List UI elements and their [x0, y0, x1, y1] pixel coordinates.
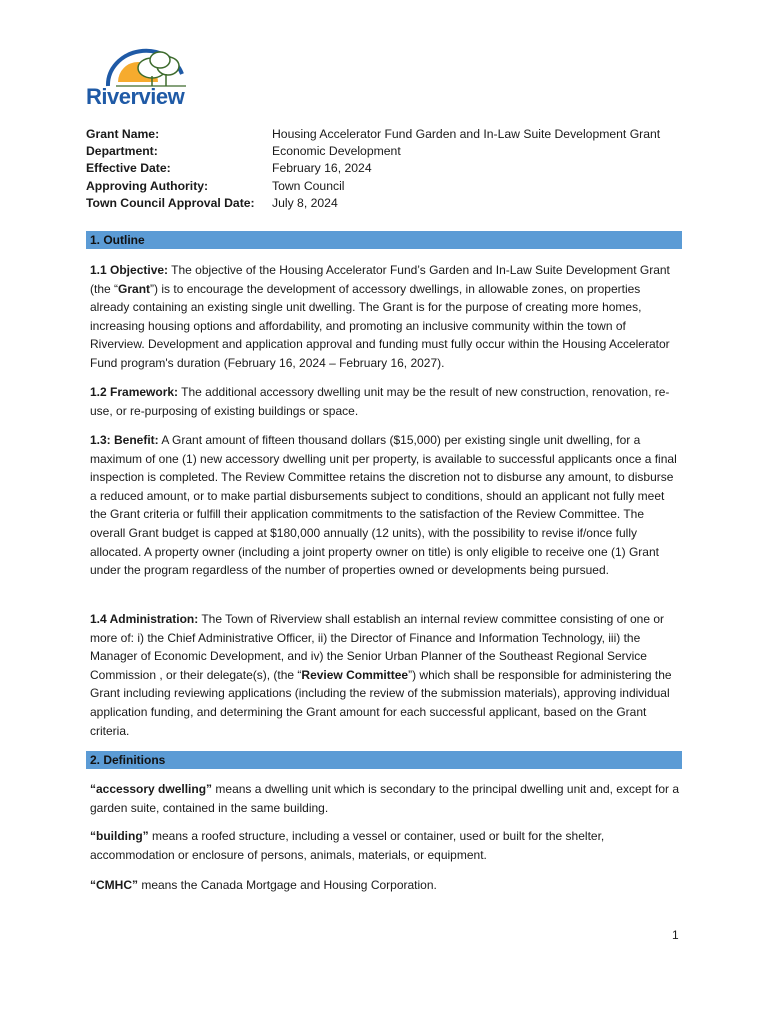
page-number: 1: [672, 928, 679, 942]
paragraph-benefit: [90, 431, 680, 580]
paragraph-text: A Grant amount of fifteen thousand dollars ($15,000) per existing single unit dwelling, for a maximum of one (1) new accessory dwelling unit per property, is available to successful applicants once a final inspection is completed. The Review Committee retains the discretion not to disburse any amount, to disburse a reduced amount, or to make partial disbursements subject to conditions, should an applicant not fully meet the Grant criteria or fulfill their application commitments to the satisfaction of the Review Committee. The overall Grant budget is capped at $180,000 annually (12 units), with the possibility to revise if/once fully allocated. A property owner (including a joint property owner on title) is only eligible to receive one (1) Grant under the program regardless of the number of properties owned or developments being pursued.: [90, 433, 677, 578]
paragraph-heading: 1.3: Benefit:: [90, 433, 159, 447]
meta-label: Approving Authority:: [86, 178, 209, 193]
section-heading-outline: 1. Outline: [86, 231, 682, 249]
definition-cmhc: [90, 876, 680, 895]
meta-label: Effective Date:: [86, 161, 171, 176]
definition-accessory-dwelling: [90, 780, 680, 817]
riverview-logo: [86, 46, 194, 112]
definition-text: means a dwelling unit which is secondary to the principal dwelling unit and, except for a garden suite, contained in the same building.: [90, 782, 679, 815]
meta-row-approval-date: [86, 195, 686, 212]
definition-building: [90, 827, 680, 864]
meta-label: Grant Name:: [86, 127, 160, 141]
meta-row-effective-date: [86, 160, 686, 177]
definition-text: means a roofed structure, including a vessel or container, used or built for the shelter, accommodation or enclosure of persons, animals, materials, or equipment.: [90, 829, 605, 862]
paragraph-text: The objective of the Housing Accelerator Fund’s Garden and In-Law Suite Development Grant (the “: [90, 263, 670, 296]
defined-term: Grant: [118, 281, 151, 296]
paragraph-administration: [90, 610, 680, 740]
meta-row-department: [86, 143, 686, 160]
definition-term: “building”: [90, 829, 149, 843]
defined-term: Review Committee: [301, 667, 409, 682]
paragraph-text: The Town of Riverview shall establish an internal review committee consisting of one or more of: i) the Chief Administrative Officer, ii) the Director of Finance and Information Technology, iii) the Manager of Economic Development, and iv) the Senior Urban Planner of the Southeast Regional Service Commission , or their delegate(s), (the “: [90, 612, 665, 682]
section-heading-definitions: 2. Definitions: [86, 751, 682, 769]
meta-label: Department:: [86, 144, 158, 159]
meta-row-grant-name: [86, 126, 686, 143]
paragraph-heading: 1.2 Framework:: [90, 385, 179, 399]
meta-label: Town Council Approval Date:: [86, 195, 255, 210]
meta-value: Economic Development: [272, 144, 401, 159]
paragraph-heading: 1.4 Administration:: [90, 612, 199, 626]
definition-text: means the Canada Mortgage and Housing Corporation.: [138, 878, 437, 892]
logo-wordmark: Riverview: [86, 84, 185, 109]
meta-value: July 8, 2024: [272, 195, 338, 210]
definition-term: “CMHC”: [90, 878, 138, 892]
paragraph-framework: [90, 383, 680, 420]
paragraph-heading: 1.1 Objective:: [90, 263, 169, 277]
meta-row-approving-authority: [86, 178, 686, 195]
meta-value: Town Council: [272, 178, 345, 193]
paragraph-objective: [90, 261, 680, 373]
meta-value: February 16, 2024: [272, 161, 372, 176]
paragraph-text: ”) which shall be responsible for administering the Grant including reviewing applications (including the review of the submission materials), approving individual application funding, and determining the Grant amount for each successful applicant, based on the Grant criteria.: [90, 667, 672, 738]
definition-term: “accessory dwelling”: [90, 782, 213, 796]
paragraph-text: The additional accessory dwelling unit may be the result of new construction, renovation, re-use, or re-purposing of existing buildings or space.: [90, 385, 670, 418]
meta-value: Housing Accelerator Fund Garden and In-Law Suite Development Grant: [272, 127, 661, 141]
paragraph-text: ”) is to encourage the development of accessory dwellings, in allowable zones, on properties already containing an existing single unit dwelling. The Grant is for the purpose of creating more homes, increasing housing options and affordability, and promoting an inclusive community within the town of Riverview. Development and application approval and funding must fully occur within the Housing Accelerator Fund program's duration (February 16, 2024 – February 16, 2027).: [90, 281, 670, 370]
grant-info-table: [86, 126, 686, 212]
